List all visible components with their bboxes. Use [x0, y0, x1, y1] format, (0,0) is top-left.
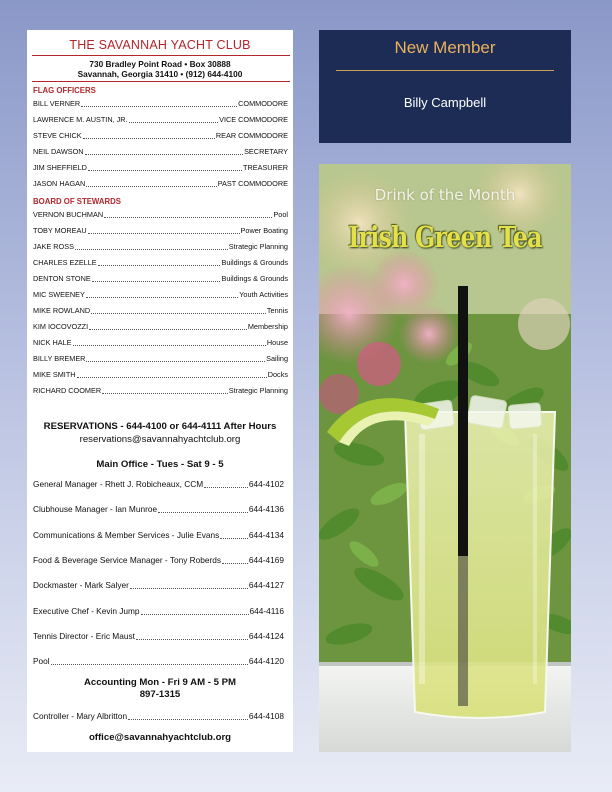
dot-leader	[220, 538, 248, 539]
staff-name: General Manager - Rhett J. Robicheaux, CCM	[33, 479, 204, 489]
staff-row	[33, 502, 284, 515]
dot-leader	[129, 122, 218, 123]
member-role: Docks	[267, 370, 288, 379]
dot-leader	[86, 297, 238, 298]
staff-name: Pool	[33, 656, 50, 667]
member-role: PAST COMMODORE	[217, 179, 288, 188]
staff-phone: 644-4120	[248, 656, 284, 667]
member-role: Sailing	[266, 354, 288, 363]
member-name: MIKE ROWLAND	[33, 306, 91, 315]
roster-row	[33, 224, 288, 236]
dot-leader	[51, 664, 248, 665]
new-member-panel	[319, 30, 571, 143]
member-role: Tennis	[266, 306, 288, 315]
staff-name: Clubhouse Manager - Ian Munroe	[33, 504, 158, 515]
new-member-rule	[336, 70, 554, 71]
member-name: TOBY MOREAU	[33, 226, 87, 235]
dot-leader	[86, 361, 265, 362]
member-role: REAR COMMODORE	[215, 131, 288, 140]
staff-phone: 644-4127	[248, 580, 284, 591]
dot-leader	[141, 614, 249, 615]
roster-row	[33, 256, 288, 268]
roster-row	[33, 145, 288, 157]
staff-phone: 644-4169	[248, 554, 284, 565]
staff-row	[33, 629, 284, 642]
club-name: THE SAVANNAH YACHT CLUB	[69, 38, 251, 52]
member-name: JASON HAGAN	[33, 179, 86, 188]
dot-leader	[98, 265, 221, 266]
staff-name: Executive Chef - Kevin Jump	[33, 605, 140, 616]
roster-row	[33, 272, 288, 284]
club-directory-panel	[27, 30, 293, 752]
dot-leader	[128, 719, 248, 720]
club-address-line1: 730 Bradley Point Road • Box 30888	[89, 59, 231, 69]
roster-row	[33, 384, 288, 396]
reservations-line: RESERVATIONS - 644-4100 or 644-4111 After Hours	[43, 421, 277, 432]
member-name: DENTON STONE	[33, 274, 91, 283]
member-role: Youth Activities	[239, 290, 288, 299]
roster-row	[33, 240, 288, 252]
member-name: RICHARD COOMER	[33, 386, 102, 395]
staff-row	[33, 477, 284, 490]
dot-leader	[158, 512, 248, 513]
dot-leader	[91, 313, 266, 314]
member-role: COMMODORE	[238, 99, 288, 108]
staff-name: Tennis Director - Eric Maust	[33, 630, 135, 641]
roster-row	[33, 368, 288, 380]
member-name: NEIL DAWSON	[33, 147, 84, 156]
member-name: BILL VERNER	[33, 99, 81, 108]
dot-leader	[81, 106, 237, 107]
staff-row	[33, 604, 284, 617]
member-name: STEVE CHICK	[33, 131, 82, 140]
main-office-heading: Main Office - Tues - Sat 9 - 5	[96, 459, 224, 470]
drink-of-month-label: Drink of the Month	[374, 186, 516, 204]
roster-row	[33, 113, 288, 125]
staff-name: Communications & Member Services - Julie Evans	[33, 529, 220, 540]
member-role: House	[266, 338, 288, 347]
staff-row	[33, 553, 284, 566]
stewards-heading: BOARD OF STEWARDS	[33, 197, 121, 206]
dot-leader	[85, 154, 244, 155]
dot-leader	[89, 329, 247, 330]
roster-row	[33, 177, 288, 189]
address-rule	[32, 81, 290, 82]
dot-leader	[88, 170, 242, 171]
dot-leader	[136, 639, 248, 640]
roster-row	[33, 304, 288, 316]
club-address-line2: Savannah, Georgia 31410 • (912) 644-4100	[77, 69, 243, 79]
dot-leader	[104, 217, 272, 218]
member-name: VERNON BUCHMAN	[33, 210, 104, 219]
member-role: Power Boating	[240, 226, 288, 235]
dot-leader	[222, 563, 248, 564]
staff-phone: 644-4136	[248, 504, 284, 515]
member-name: NICK HALE	[33, 338, 72, 347]
roster-row	[33, 208, 288, 220]
roster-row	[33, 129, 288, 141]
staff-row	[33, 528, 284, 541]
member-role: SECRETARY	[244, 147, 288, 156]
member-name: JIM SHEFFIELD	[33, 163, 87, 172]
roster-row	[33, 161, 288, 173]
member-role: VICE COMMODORE	[219, 115, 288, 124]
dot-leader	[130, 588, 248, 589]
staff-phone: 644-4134	[248, 529, 284, 540]
member-name: JAKE ROSS	[33, 242, 74, 251]
member-name: KIM IOCOVOZZI	[33, 322, 89, 331]
dot-leader	[92, 281, 221, 282]
staff-phone: 644-4116	[249, 605, 284, 616]
dot-leader	[102, 393, 228, 394]
member-role: TREASURER	[242, 163, 288, 172]
accounting-phone: 897-1315	[139, 689, 181, 700]
member-name: MIC SWEENEY	[33, 290, 85, 299]
flag-officers-heading: FLAG OFFICERS	[33, 86, 96, 95]
roster-row	[33, 336, 288, 348]
drink-name: Irish Green Tea	[348, 220, 542, 254]
member-role: Membership	[247, 322, 288, 331]
member-role: Strategic Planning	[228, 242, 288, 251]
staff-phone: 644-4124	[248, 630, 284, 641]
header-rule	[32, 55, 290, 56]
member-role: Pool	[273, 210, 288, 219]
staff-name: Controller - Mary Albritton	[33, 711, 128, 721]
reservations-email[interactable]: reservations@savannahyachtclub.org	[79, 434, 241, 445]
member-role: Buildings & Grounds	[221, 274, 288, 283]
member-name: CHARLES EZELLE	[33, 258, 97, 267]
dot-leader	[77, 377, 267, 378]
accounting-heading: Accounting Mon - Fri 9 AM - 5 PM	[83, 677, 237, 688]
drink-of-month-panel	[319, 164, 571, 752]
new-member-title: New Member	[394, 38, 496, 57]
dot-leader	[73, 345, 266, 346]
roster-row	[33, 97, 288, 109]
roster-row	[33, 352, 288, 364]
member-name: MIKE SMITH	[33, 370, 76, 379]
dot-leader	[204, 487, 248, 488]
staff-phone: 644-4108	[248, 711, 284, 721]
member-role: Strategic Planning	[228, 386, 288, 395]
dot-leader	[86, 186, 216, 187]
staff-row	[33, 654, 284, 667]
staff-row	[33, 578, 284, 591]
dot-leader	[88, 233, 240, 234]
controller-row	[33, 709, 284, 722]
staff-name: Food & Beverage Service Manager - Tony Roberds	[33, 554, 222, 565]
roster-row	[33, 288, 288, 300]
member-role: Buildings & Grounds	[221, 258, 288, 267]
roster-row	[33, 320, 288, 332]
new-member-name: Billy Campbell	[403, 95, 487, 110]
member-name: BILLY BREMER	[33, 354, 86, 363]
office-email[interactable]: office@savannahyachtclub.org	[88, 732, 232, 743]
staff-name: Dockmaster - Mark Salyer	[33, 580, 129, 591]
dot-leader	[83, 138, 215, 139]
dot-leader	[75, 249, 228, 250]
staff-phone: 644-4102	[248, 479, 284, 489]
member-name: LAWRENCE M. AUSTIN, JR.	[33, 115, 128, 124]
